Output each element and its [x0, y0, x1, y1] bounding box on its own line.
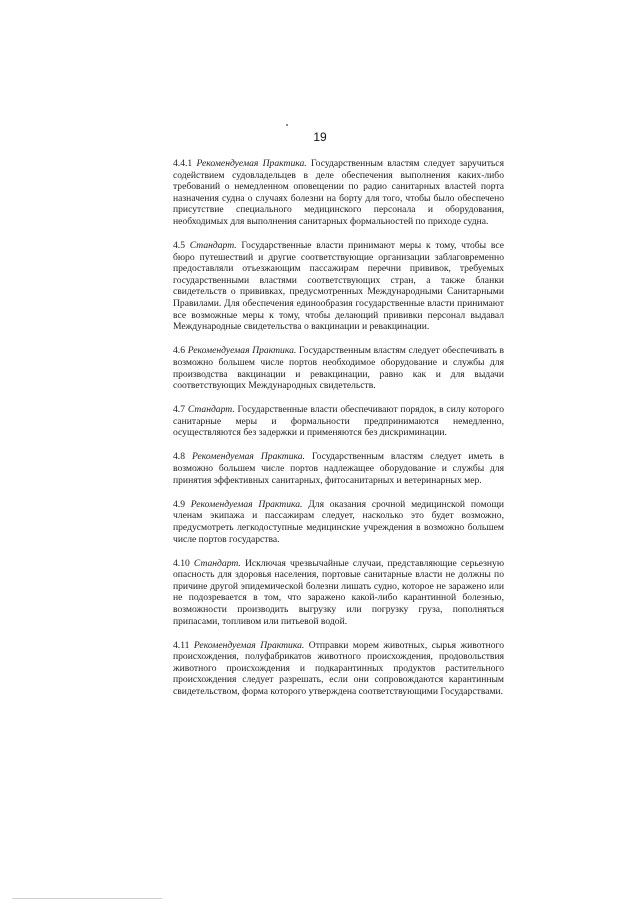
- paragraph-4-11: [173, 640, 504, 698]
- paragraph-number: 4.5: [173, 240, 185, 252]
- paragraph-text: Государственные власти принимают меры к тому, чтобы все бюро путешествий и другие соответствующие организации заблаговременно предоставляли отъезжающим пассажирам перечни прививок, требуемых государственными властями соответствующих стран, а также бланки свидетельств о прививках, предусмотренных Международными Санитарными Правилами. Для обеспечения единообразия государственные власти принимают все возможные меры к тому, чтобы делающий прививки персонал выдавал Международные свидетельства о вакцинации и ревакцинации.: [173, 240, 504, 333]
- paragraph-4-8: [173, 451, 504, 486]
- paragraph-4-9: [173, 499, 504, 545]
- paragraph-label: Рекомендуемая Практика.: [192, 451, 305, 463]
- paragraph-4-6: [173, 345, 504, 391]
- paragraph-4-5: [173, 240, 504, 333]
- paragraph-number: 4.7: [173, 404, 185, 416]
- paragraph-label: Стандарт.: [189, 240, 237, 252]
- paragraph-number: 4.11: [173, 639, 190, 651]
- paragraph-label: Рекомендуемая Практика.: [196, 158, 307, 169]
- paragraph-text: Государственным властям следует иметь в возможно большем числе портов надлежащее оборудование и службы для принятия эффективных санитарных, фитосанитарных и ветеринарных мер.: [173, 451, 504, 486]
- paragraph-4-10: [173, 558, 504, 628]
- paragraph-label: Стандарт.: [193, 557, 241, 569]
- scan-speck: [286, 124, 288, 126]
- paragraph-label: Рекомендуемая Практика.: [187, 345, 297, 357]
- page-body: [173, 158, 504, 710]
- paragraph-text: Исключая чрезвычайные случаи, представляющие серьезную опасность для здоровья населения, портовые санитарные власти не должны по причине другой эпидемической болезни лишать судно, которое не заражено или не подозревается в том, что заражено какой-либо карантинной болезнью, возможности производить выгрузку или погрузку груза, пополняться припасами, топливом или питьевой водой.: [173, 557, 504, 627]
- paragraph-text: Государственным властям следует обеспечивать в возможно большем числе портов необходимое оборудование и службы для производства вакцинации и ревакцинации, равно как и для выдачи соответствующих Международных свидетельств.: [173, 345, 504, 392]
- paragraph-number: 4.4.1: [173, 158, 193, 169]
- paragraph-label: Рекомендуемая Практика.: [190, 498, 303, 510]
- paragraph-label: Рекомендуемая Практика.: [193, 639, 305, 651]
- paragraph-text: Отправки морем животных, сырья животного происхождения, полуфабрикатов животного происхождения, продовольствия животного происхождения и подкарантинных продуктов растительного происхождения следует разрешать, если они сопровождаются карантинным свидетельством, форма которого утверждена соответствующими Государствами.: [173, 639, 504, 698]
- paragraph-4-4-1: [173, 158, 504, 228]
- paragraph-number: 4.8: [173, 451, 185, 463]
- page-number: 19: [313, 130, 327, 144]
- paragraph-label: Стандарт.: [187, 404, 235, 416]
- footer-rule: [12, 898, 162, 899]
- paragraph-number: 4.10: [173, 557, 190, 569]
- paragraph-text: Государственные власти обеспечивают порядок, в силу которого санитарные меры и формальности предпринимаются немедленно, осуществляются без задержки и применяются без дискриминации.: [173, 404, 505, 439]
- paragraph-text: Для оказания срочной медицинской помощи членам экипажа и пассажирам следует, насколько это будет возможно, предусмотреть легкодоступные медицинские учреждения в возможно большем числе портов государства.: [173, 498, 504, 545]
- paragraph-text: Государственным властям следует заручиться содействием судовладельцев в деле обеспечения выполнения каких-либо требований о немедленном оповещении по радио санитарных властей порта назначения судна о случаях болезни на борту для того, чтобы было обеспечено присутствие специального медицинского персонала и оборудования, необходимых для выполнения санитарных формальностей по приходе судна.: [173, 158, 504, 227]
- paragraph-number: 4.9: [173, 498, 185, 510]
- paragraph-number: 4.6: [173, 345, 185, 357]
- paragraph-4-7: [173, 404, 504, 439]
